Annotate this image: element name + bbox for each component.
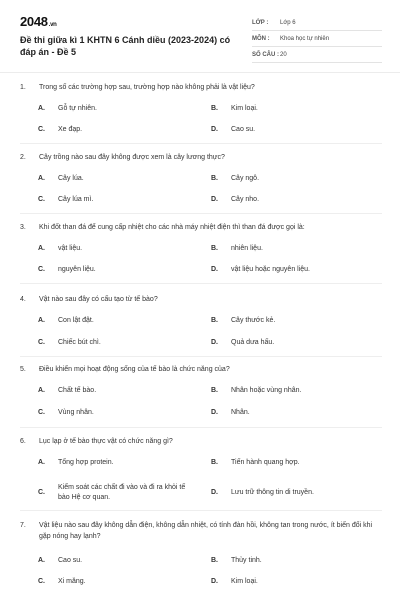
option-d[interactable] xyxy=(211,577,381,587)
option-letter: B. xyxy=(211,557,218,564)
option-a[interactable] xyxy=(38,174,198,184)
question-text xyxy=(20,222,380,233)
option-text: Cây lúa. xyxy=(58,175,84,182)
question-number: 2. xyxy=(20,154,26,161)
question-number: 4. xyxy=(20,296,26,303)
document-title: Đề thi giữa kì 1 KHTN 6 Cánh diều (2023-2024) có đáp án - Đề 5 xyxy=(20,35,231,57)
option-text: Kiểm soát các chất đi vào và đi ra khỏi tế bào Hệ cơ quan. xyxy=(58,484,186,501)
question-stem: Cây trồng nào sau đây không được xem là cây lương thực? xyxy=(39,154,225,161)
option-letter: D. xyxy=(211,339,218,346)
option-letter: B. xyxy=(211,245,218,252)
option-letter: A. xyxy=(38,459,45,466)
option-a[interactable] xyxy=(38,316,198,326)
option-letter: B. xyxy=(211,459,218,466)
logo-text: 2048 xyxy=(20,14,48,29)
option-letter: B. xyxy=(211,387,218,394)
option-text: Cây lúa mì. xyxy=(58,196,94,203)
option-text: Cây thước kẻ. xyxy=(231,317,276,324)
option-a[interactable] xyxy=(38,386,198,396)
option-a[interactable] xyxy=(38,104,198,114)
option-letter: A. xyxy=(38,245,45,252)
question-stem: Vật liệu nào sau đây không dẫn điện, không dẫn nhiệt, có tính đàn hồi, không tan trong nước, ít biến đổi khi gặp nóng hay lạnh? xyxy=(39,522,373,540)
question-stem: Vật nào sau đây có cấu tạo từ tế bào? xyxy=(39,296,158,303)
meta-row-class xyxy=(252,15,382,31)
option-text: Nhân hoặc vùng nhân. xyxy=(231,387,302,394)
site-logo[interactable] xyxy=(20,14,57,29)
meta-key: LỚP : xyxy=(252,19,269,26)
option-letter: A. xyxy=(38,317,45,324)
option-text: Chiếc bút chì. xyxy=(58,339,101,346)
option-b[interactable] xyxy=(211,316,381,326)
option-letter: C. xyxy=(38,126,45,133)
option-a[interactable] xyxy=(38,458,198,468)
option-letter: B. xyxy=(211,105,218,112)
meta-row-subject xyxy=(252,31,382,47)
option-b[interactable] xyxy=(211,458,381,468)
option-b[interactable] xyxy=(211,556,381,566)
option-text: Thủy tinh. xyxy=(231,557,262,564)
option-letter: C. xyxy=(38,266,45,273)
option-text: Xi măng. xyxy=(58,578,86,585)
question-text xyxy=(20,436,380,447)
option-b[interactable] xyxy=(211,244,381,254)
option-text: Xe đạp. xyxy=(58,126,83,133)
option-text: nguyên liệu. xyxy=(58,266,96,273)
question-divider xyxy=(20,213,382,214)
question-stem: Khi đốt than đá để cung cấp nhiệt cho các nhà máy nhiệt điện thì than đá được gọi là: xyxy=(39,224,305,231)
option-b[interactable] xyxy=(211,386,381,396)
option-letter: D. xyxy=(211,409,218,416)
option-letter: D. xyxy=(211,578,218,585)
option-b[interactable] xyxy=(211,104,381,114)
option-c[interactable] xyxy=(38,265,198,275)
option-d[interactable] xyxy=(211,488,381,498)
document-meta xyxy=(252,15,382,63)
option-letter: D. xyxy=(211,126,218,133)
option-d[interactable] xyxy=(211,408,381,418)
meta-value: Lớp 6 xyxy=(280,19,296,26)
question-number: 5. xyxy=(20,366,26,373)
option-letter: C. xyxy=(38,578,45,585)
option-c[interactable] xyxy=(38,195,198,205)
option-c[interactable] xyxy=(38,125,198,135)
option-text: Quả dưa hấu. xyxy=(231,339,275,346)
option-text: Chất tế bào. xyxy=(58,387,97,394)
option-letter: D. xyxy=(211,266,218,273)
option-text: Cao su. xyxy=(231,126,256,133)
option-letter: A. xyxy=(38,557,45,564)
question-text xyxy=(20,152,380,163)
header-divider xyxy=(0,72,400,73)
option-letter: C. xyxy=(38,196,45,203)
option-c[interactable] xyxy=(38,577,198,587)
option-d[interactable] xyxy=(211,265,381,275)
option-text: nhiên liệu. xyxy=(231,245,263,252)
question-divider xyxy=(20,356,382,357)
option-text: Vùng nhân. xyxy=(58,409,94,416)
option-letter: B. xyxy=(211,175,218,182)
option-text: Cây ngô. xyxy=(231,175,260,182)
option-letter: A. xyxy=(38,175,45,182)
question-divider xyxy=(20,283,382,284)
option-text: Gỗ tự nhiên. xyxy=(58,105,97,112)
option-text: Nhân. xyxy=(231,409,250,416)
option-c[interactable] xyxy=(38,408,198,418)
question-text xyxy=(20,294,380,305)
question-text xyxy=(20,82,380,93)
option-d[interactable] xyxy=(211,195,381,205)
question-stem: Trong số các trường hợp sau, trường hợp nào không phải là vật liệu? xyxy=(39,84,255,91)
meta-key: SỐ CÂU : xyxy=(252,51,279,58)
option-text: Tổng hợp protein. xyxy=(58,459,114,466)
option-text: vật liệu. xyxy=(58,245,83,252)
option-a[interactable] xyxy=(38,244,198,254)
option-letter: C. xyxy=(38,409,45,416)
option-text: Kim loại. xyxy=(231,105,258,112)
option-letter: A. xyxy=(38,105,45,112)
option-d[interactable] xyxy=(211,125,381,135)
question-text xyxy=(20,520,380,542)
option-c[interactable] xyxy=(38,338,198,348)
question-text xyxy=(20,364,380,375)
option-letter: C. xyxy=(38,339,45,346)
question-number: 3. xyxy=(20,224,26,231)
option-text: Cao su. xyxy=(58,557,83,564)
option-b[interactable] xyxy=(211,174,381,184)
option-a[interactable] xyxy=(38,556,198,566)
option-letter: D. xyxy=(211,489,218,496)
question-stem: Điều khiển mọi hoạt động sống của tế bào là chức năng của? xyxy=(39,366,230,373)
meta-value: 20 xyxy=(280,51,287,58)
question-divider xyxy=(20,510,382,511)
question-divider xyxy=(20,427,382,428)
option-text: Cây nho. xyxy=(231,196,260,203)
meta-key: MÔN : xyxy=(252,35,270,42)
meta-row-count xyxy=(252,47,382,63)
question-number: 1. xyxy=(20,84,26,91)
option-text: Con lật đật. xyxy=(58,317,94,324)
question-number: 6. xyxy=(20,438,26,445)
question-number: 7. xyxy=(20,522,26,529)
question-stem: Lục lạp ở tế bào thực vật có chức năng gì? xyxy=(39,438,173,445)
option-text: Kim loại. xyxy=(231,578,258,585)
logo-suffix: .vn xyxy=(48,22,57,28)
option-text: Lưu trữ thông tin di truyền. xyxy=(231,489,314,496)
option-d[interactable] xyxy=(211,338,381,348)
question-divider xyxy=(20,143,382,144)
option-letter: B. xyxy=(211,317,218,324)
option-c[interactable] xyxy=(38,483,198,503)
option-letter: A. xyxy=(38,387,45,394)
option-letter: C. xyxy=(38,489,45,496)
meta-value: Khoa học tự nhiên xyxy=(280,35,330,42)
option-text: vật liệu hoặc nguyên liệu. xyxy=(231,266,310,273)
option-text: Tiến hành quang hợp. xyxy=(231,459,300,466)
option-letter: D. xyxy=(211,196,218,203)
